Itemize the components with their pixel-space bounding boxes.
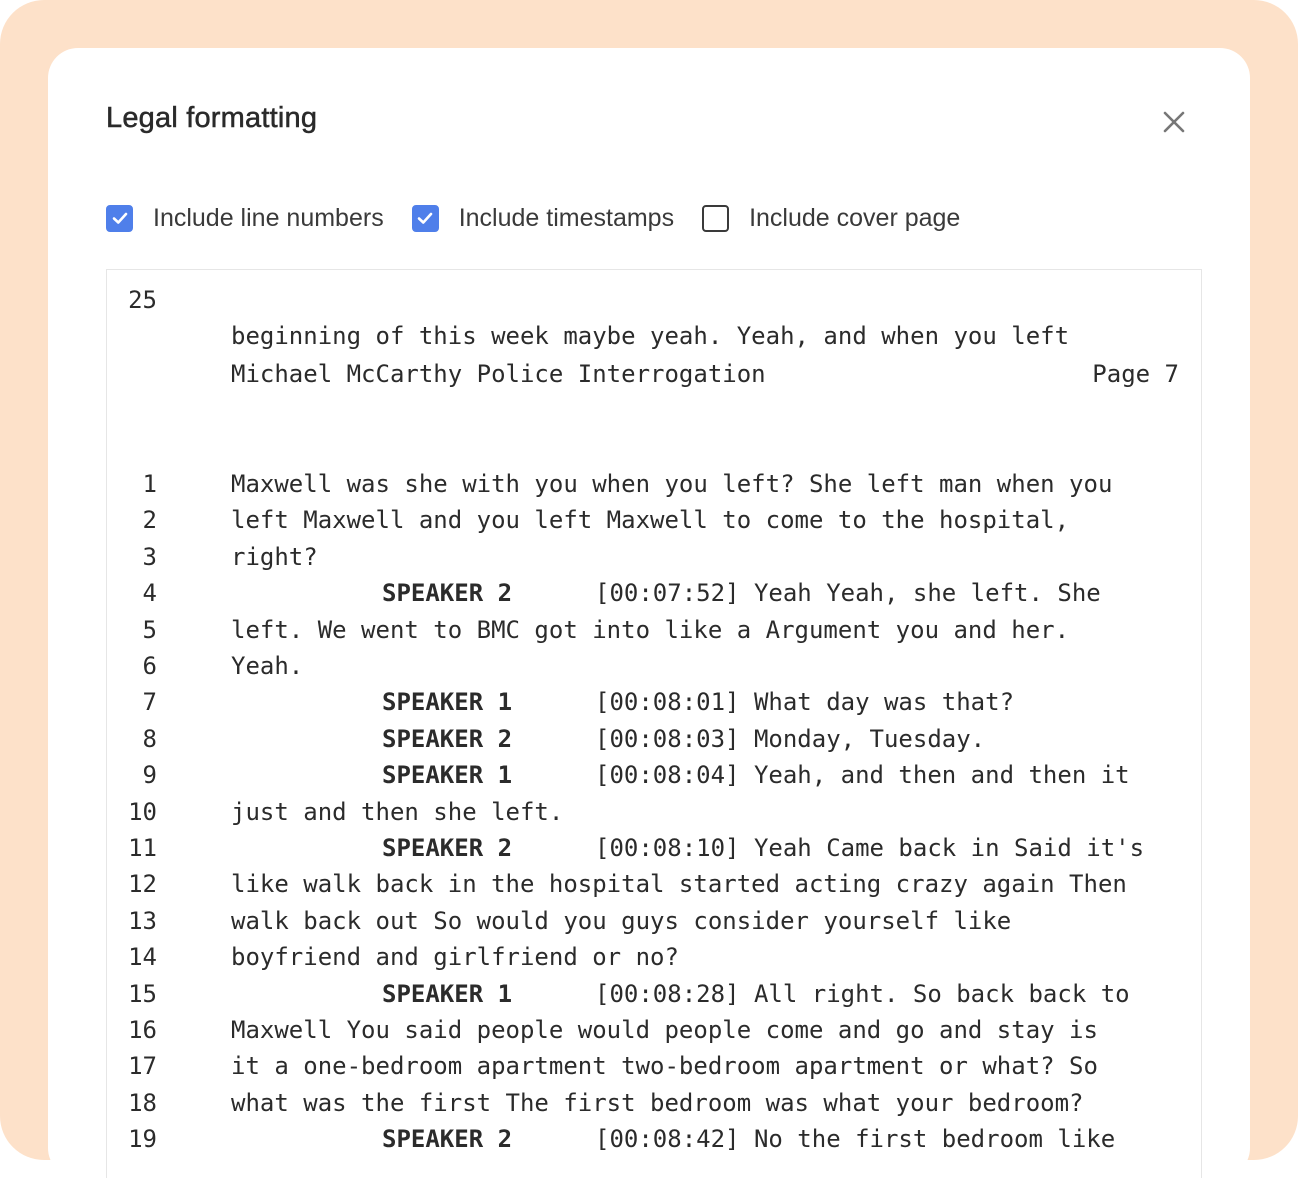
timestamp-text: [00:08:28] All right. So back back to [595,979,1130,1008]
line-number: 15 [128,979,157,1008]
line-number: 13 [128,906,157,935]
line-text: boyfriend and girlfriend or no? [231,943,679,972]
checkmark-icon [110,208,130,228]
timestamp-text: [00:08:04] Yeah, and then and then it [595,761,1130,790]
transcript-line [107,539,1201,575]
cover-page-label: Include cover page [749,203,961,232]
transcript-line [107,1121,1201,1157]
transcript-line [107,866,1201,902]
checkmark-icon [415,208,435,228]
line-number: 2 [142,506,157,535]
speaker-label: SPEAKER 1 [382,761,513,790]
line-text: it a one-bedroom apartment two-bedroom apartment or what? So [231,1052,1098,1081]
transcript-preview[interactable] [106,269,1202,1178]
transcript-line [107,830,1201,866]
transcript-line [107,466,1201,502]
transcript-line [107,721,1201,757]
speaker-label: SPEAKER 2 [382,724,513,753]
line-text: Yeah. [231,652,304,680]
line-number: 6 [142,652,157,680]
line-text: Maxwell You said people would people come and go and stay is [231,1016,1098,1044]
timestamps-label: Include timestamps [458,203,675,232]
option-cover-page[interactable] [702,204,960,233]
speaker-label: SPEAKER 2 [382,834,513,862]
dialog-title: Legal formatting [106,102,318,134]
line-text: Maxwell was she with you when you left? She left man when you [231,470,1113,498]
timestamp-text: [00:07:52] Yeah Yeah, she left. She [595,579,1101,608]
transcript-line [107,648,1201,684]
speaker-label: SPEAKER 2 [382,1125,513,1154]
line-text: like walk back in the hospital started acting crazy again Then [231,870,1127,899]
transcript-line [107,1085,1201,1121]
transcript-line [107,502,1201,538]
line-number: 19 [128,1125,157,1154]
transcript-line [107,684,1201,720]
line-number: 16 [128,1016,157,1044]
line-number: 12 [128,870,157,899]
previous-page-line [107,269,1201,350]
formatting-options [106,201,988,235]
transcript-line [107,1048,1201,1084]
speaker-label: SPEAKER 1 [382,979,513,1008]
legal-formatting-dialog [48,48,1250,1178]
timestamp-text: [00:08:10] Yeah Came back in Said it's [595,834,1145,862]
page-header-number: Page 7 [1092,360,1179,388]
timestamp-text: [00:08:42] No the first bedroom like [595,1125,1116,1154]
transcript-line [107,903,1201,939]
line-numbers-label: Include line numbers [153,203,384,232]
line-number: 9 [142,761,157,790]
timestamp-text: [00:08:01] What day was that? [595,688,1015,717]
line-number: 5 [142,615,157,644]
line-number: 4 [142,579,157,608]
cover-page-checkbox[interactable] [702,205,729,232]
line-text: what was the first The first bedroom was what your bedroom? [231,1088,1084,1117]
line-number: 17 [128,1052,157,1081]
line-number: 1 [142,470,157,498]
timestamp-text: [00:08:03] Monday, Tuesday. [595,724,986,753]
timestamps-checkbox[interactable] [412,205,439,232]
option-timestamps[interactable] [412,204,674,233]
line-number: 18 [128,1088,157,1117]
option-line-numbers[interactable] [106,204,384,233]
line-text: walk back out So would you guys consider yourself like [231,906,1012,935]
line-number: 11 [128,834,157,862]
line-number: 3 [142,542,157,571]
transcript-line [107,939,1201,975]
line-number: 8 [142,724,157,753]
transcript-line [107,757,1201,793]
transcript-line [107,612,1201,648]
close-icon [1156,104,1192,140]
close-button[interactable] [1156,104,1192,140]
line-text: just and then she left. [231,797,564,826]
speaker-label: SPEAKER 1 [382,688,513,717]
transcript-line [107,1012,1201,1048]
line-numbers-checkbox[interactable] [106,205,133,232]
page-header-title: Michael McCarthy Police Interrogation [231,360,766,388]
transcript-line [107,976,1201,1012]
line-text: left. We went to BMC got into like a Argument you and her. [231,615,1070,644]
transcript-line [107,794,1201,830]
line-text: beginning of this week maybe yeah. Yeah, and when you left [231,322,1070,350]
line-number: 14 [128,943,157,972]
transcript-line [107,575,1201,611]
speaker-label: SPEAKER 2 [382,579,513,608]
line-number: 7 [142,688,157,717]
line-text: right? [231,542,318,571]
line-number: 25 [128,286,157,314]
line-text: left Maxwell and you left Maxwell to come to the hospital, [231,506,1070,535]
line-number: 10 [128,797,157,826]
